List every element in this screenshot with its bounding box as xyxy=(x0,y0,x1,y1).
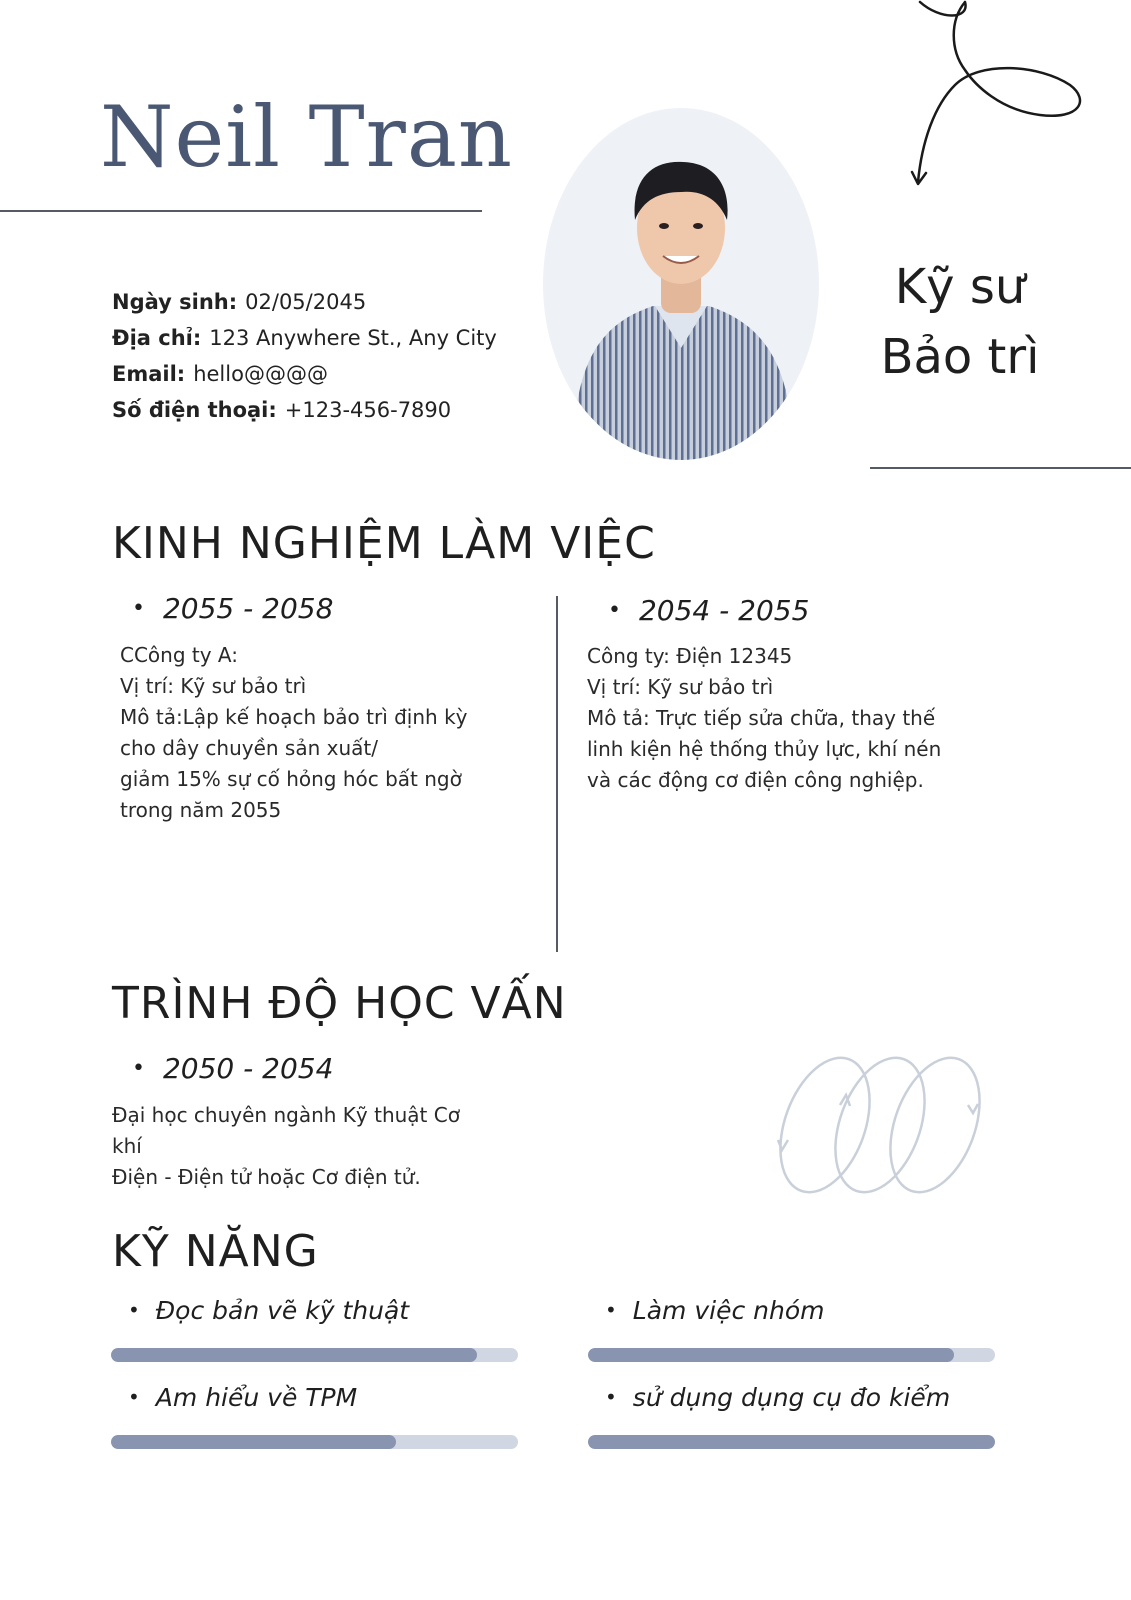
skill-3-label: • Am hiểu về TPM xyxy=(128,1383,357,1412)
education-heading: TRÌNH ĐỘ HỌC VẤN xyxy=(112,978,567,1029)
skill-4-label: • sử dụng dụng cụ đo kiểm xyxy=(605,1383,950,1412)
phone-row xyxy=(112,392,497,428)
education-line: khí xyxy=(112,1134,142,1158)
curly-arrow-icon xyxy=(880,0,1100,200)
birthdate-row xyxy=(112,284,497,320)
job-1-line: cho dây chuyền sản xuất/ xyxy=(120,736,378,760)
name-underline xyxy=(0,210,482,212)
job-2-description xyxy=(587,641,941,796)
job-2-line: Mô tả: Trực tiếp sửa chữa, thay thế xyxy=(587,706,936,730)
job-2-period: • 2054 - 2055 xyxy=(608,594,809,627)
skill-3-bar xyxy=(111,1435,518,1449)
skill-2-bar xyxy=(588,1348,995,1362)
job-1-line: Mô tả:Lập kế hoạch bảo trì định kỳ xyxy=(120,705,468,729)
phone-value: +123-456-7890 xyxy=(284,398,452,422)
job-1-line: Vị trí: Kỹ sư bảo trì xyxy=(120,674,307,698)
phone-label: Số điện thoại: xyxy=(112,398,277,422)
loop-arrows-icon xyxy=(770,1050,990,1200)
skill-2-label: • Làm việc nhóm xyxy=(605,1296,825,1325)
skill-2-bar-fill xyxy=(588,1348,954,1362)
job-2-line: và các động cơ điện công nghiệp. xyxy=(587,768,924,792)
skill-4-bar xyxy=(588,1435,995,1449)
address-row xyxy=(112,320,497,356)
experience-divider xyxy=(556,596,558,952)
education-line: Điện - Điện tử hoặc Cơ điện tử. xyxy=(112,1165,421,1189)
job-1-line: CCông ty A: xyxy=(120,643,238,667)
job-2-line: Công ty: Điện 12345 xyxy=(587,644,793,668)
job-1-period: • 2055 - 2058 xyxy=(132,592,333,625)
profile-photo xyxy=(543,108,819,460)
education-line: Đại học chuyên ngành Kỹ thuật Cơ xyxy=(112,1103,460,1127)
candidate-name: Neil Tran xyxy=(100,88,514,186)
email-value: hello@@@@ xyxy=(193,362,328,386)
skill-3-bar-fill xyxy=(111,1435,396,1449)
experience-heading: KINH NGHIỆM LÀM VIỆC xyxy=(112,518,656,569)
personal-info xyxy=(112,284,497,428)
job-1-line: trong năm 2055 xyxy=(120,798,282,822)
job-2-line: linh kiện hệ thống thủy lực, khí nén xyxy=(587,737,942,761)
birthdate-value: 02/05/2045 xyxy=(245,290,367,314)
email-row xyxy=(112,356,497,392)
title-underline xyxy=(870,467,1131,469)
job-1-description xyxy=(120,640,467,826)
birthdate-label: Ngày sinh: xyxy=(112,290,238,314)
skill-4-bar-fill xyxy=(588,1435,995,1449)
email-label: Email: xyxy=(112,362,186,386)
skills-heading: KỸ NĂNG xyxy=(112,1226,319,1277)
job-2-line: Vị trí: Kỹ sư bảo trì xyxy=(587,675,774,699)
job-title-line-2: Bảo trì xyxy=(880,329,1040,385)
education-description xyxy=(112,1100,460,1193)
address-value: 123 Anywhere St., Any City xyxy=(209,326,497,350)
skill-1-bar xyxy=(111,1348,518,1362)
job-title-line-1: Kỹ sư xyxy=(894,259,1026,315)
skill-1-label: • Đọc bản vẽ kỹ thuật xyxy=(128,1296,409,1325)
address-label: Địa chỉ: xyxy=(112,326,202,350)
job-title xyxy=(860,252,1060,392)
job-1-line: giảm 15% sự cố hỏng hóc bất ngờ xyxy=(120,767,462,791)
skill-1-bar-fill xyxy=(111,1348,477,1362)
education-period: • 2050 - 2054 xyxy=(132,1052,333,1085)
